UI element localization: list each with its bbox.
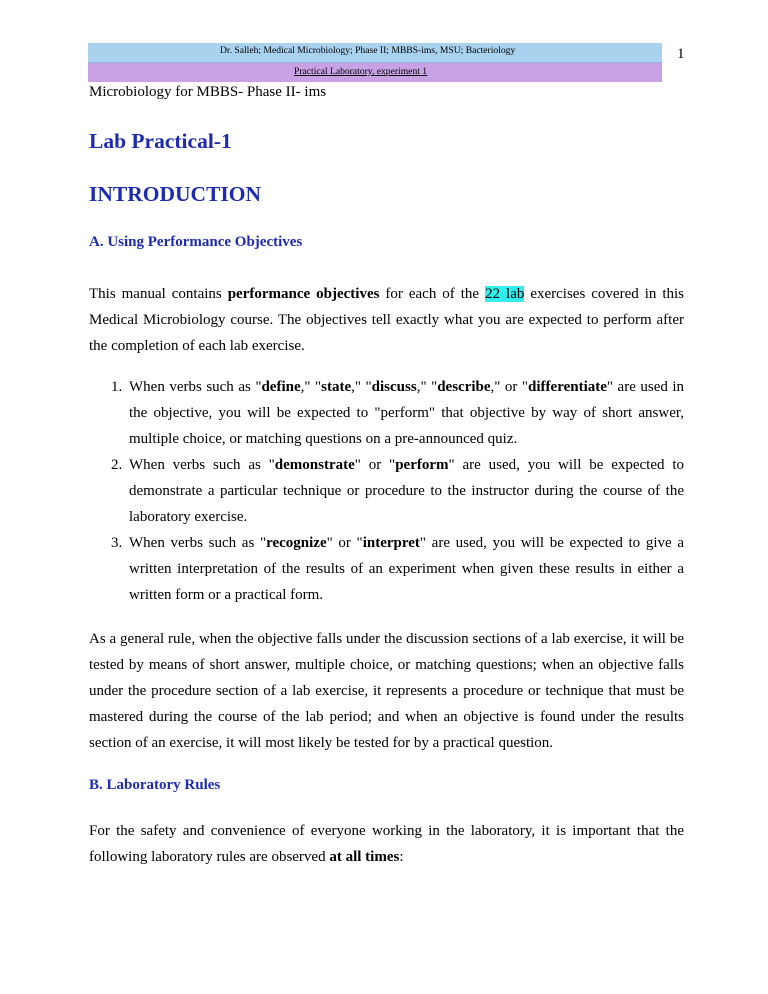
objective-item: 3. When verbs such as "recognize" or "interpret" are used, you will be expected to give a written interpretation of the results of an experiment when given these results in either a written form or a practical form. bbox=[89, 530, 684, 608]
page-title: Lab Practical-1 bbox=[89, 129, 232, 153]
section-b-heading: B. Laboratory Rules bbox=[89, 777, 221, 793]
header-band-author bbox=[88, 43, 662, 63]
objective-number: 2. bbox=[111, 457, 123, 473]
course-subtitle: Microbiology for MBBS- Phase II- ims bbox=[89, 84, 327, 100]
lab-rules-intro: For the safety and convenience of everyone working in the laboratory, it is important that the following laboratory rules are observed at all times: bbox=[89, 823, 684, 865]
highlighted-lab-count: 22 lab bbox=[485, 286, 525, 302]
header-experiment-link[interactable]: Practical Laboratory, experiment 1 bbox=[294, 66, 428, 77]
objective-number: 1. bbox=[111, 379, 123, 395]
objective-item: 1. When verbs such as "define," "state," "discuss," "describe," or "differentiate" are used in the objective, you will be expected to "perform" that objective by way of short answer, multiple choice, or matching questions on a pre-announced quiz. bbox=[89, 374, 684, 452]
objectives-list bbox=[89, 374, 684, 608]
header-author-text: Dr. Salleh; Medical Microbiology; Phase II; MBBS-ims, MSU; Bacteriology bbox=[220, 45, 516, 56]
page-number: 1 bbox=[677, 46, 685, 62]
objective-number: 3. bbox=[111, 535, 123, 551]
section-a-heading: A. Using Performance Objectives bbox=[89, 234, 303, 250]
general-rule-paragraph: As a general rule, when the objective falls under the discussion sections of a lab exercise, it will be tested by means of short answer, multiple choice, or matching questions; when an objective falls under the procedure section of a lab exercise, it represents a procedure or technique that must be mastered during the course of the lab period; and when an objective is found under the results section of an exercise, it will most likely be tested for by a practical question. bbox=[89, 631, 684, 751]
header-band-experiment bbox=[88, 63, 662, 82]
objective-item: 2. When verbs such as "demonstrate" or "perform" are used, you will be expected to demonstrate a particular technique or procedure to the instructor during the course of the laboratory exercise. bbox=[89, 452, 684, 530]
section-heading-introduction: INTRODUCTION bbox=[89, 182, 262, 206]
intro-paragraph: This manual contains performance objectives for each of the 22 lab exercises covered in this Medical Microbiology course. The objectives tell exactly what you are expected to perform after the completion of each lab exercise. bbox=[89, 286, 684, 354]
